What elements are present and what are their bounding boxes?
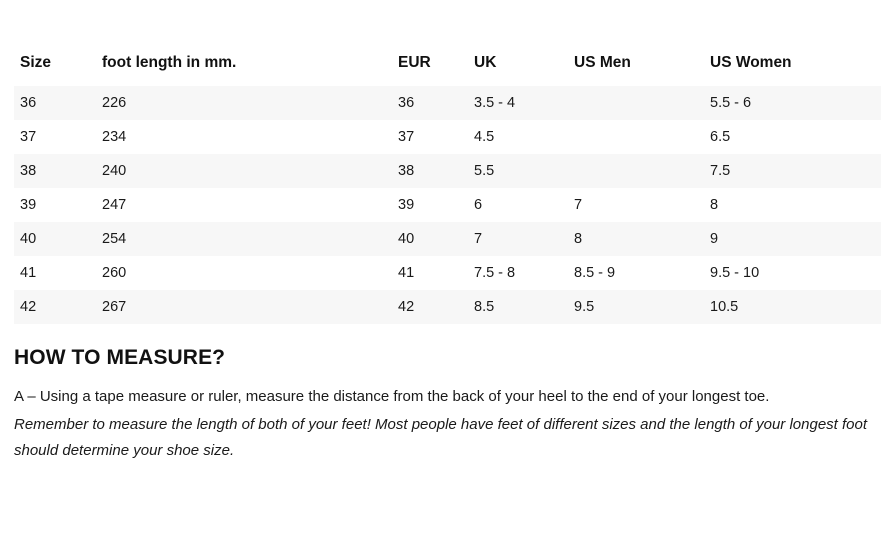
cell-eur: 40 (398, 231, 415, 247)
cell-foot-length: 247 (102, 197, 127, 213)
how-to-measure-title: HOW TO MEASURE? (14, 346, 226, 369)
cell-us-men (574, 120, 710, 154)
table-row (14, 256, 881, 290)
cell-size: 38 (20, 163, 37, 179)
cell-us-women: 9 (710, 231, 719, 247)
cell-uk: 6 (474, 197, 483, 213)
column-header-size: Size (20, 54, 52, 71)
cell-size: 41 (20, 265, 37, 281)
table-header-row (14, 48, 881, 86)
cell-foot-length: 234 (102, 129, 127, 145)
column-header-us-women: US Women (710, 54, 792, 71)
cell-foot-length: 260 (102, 265, 127, 281)
table-row (14, 154, 881, 188)
cell-us-women: 10.5 (710, 299, 739, 315)
cell-foot-length: 226 (102, 95, 127, 111)
cell-uk: 4.5 (474, 129, 495, 145)
cell-us-women: 5.5 - 6 (710, 95, 752, 111)
cell-us-men: 8 (574, 231, 583, 247)
cell-size: 39 (20, 197, 37, 213)
cell-size: 40 (20, 231, 37, 247)
column-header-foot-length: foot length in mm. (102, 54, 237, 71)
table-body (14, 86, 881, 324)
cell-eur: 41 (398, 265, 415, 281)
cell-us-men: 7 (574, 197, 583, 213)
cell-us-men (574, 86, 710, 120)
table-row (14, 120, 881, 154)
cell-uk: 3.5 - 4 (474, 95, 516, 111)
cell-uk: 8.5 (474, 299, 495, 315)
cell-us-women: 9.5 - 10 (710, 265, 760, 281)
table-row (14, 86, 881, 120)
cell-size: 42 (20, 299, 37, 315)
table-row (14, 222, 881, 256)
table-row (14, 188, 881, 222)
cell-eur: 36 (398, 95, 415, 111)
cell-uk: 7 (474, 231, 483, 247)
column-header-eur: EUR (398, 54, 431, 71)
cell-eur: 38 (398, 163, 415, 179)
cell-uk: 7.5 - 8 (474, 265, 516, 281)
cell-size: 36 (20, 95, 37, 111)
table-header (14, 48, 881, 86)
measure-note: Remember to measure the length of both of your feet! Most people have feet of different sizes and the length of your longest foot should determine your shoe size. (14, 416, 868, 459)
cell-us-women: 6.5 (710, 129, 731, 145)
cell-eur: 42 (398, 299, 415, 315)
size-guide-page (0, 48, 889, 542)
cell-eur: 37 (398, 129, 415, 145)
cell-size: 37 (20, 129, 37, 145)
cell-uk: 5.5 (474, 163, 495, 179)
cell-us-women: 8 (710, 197, 719, 213)
cell-us-men: 8.5 - 9 (574, 265, 616, 281)
size-chart-table (14, 48, 881, 324)
cell-us-women: 7.5 (710, 163, 731, 179)
table-row (14, 290, 881, 324)
cell-foot-length: 240 (102, 163, 127, 179)
cell-us-men: 9.5 (574, 299, 595, 315)
measure-instruction: A – Using a tape measure or ruler, measure the distance from the back of your heel to the end of your longest toe. (14, 388, 770, 405)
column-header-uk: UK (474, 54, 497, 71)
cell-eur: 39 (398, 197, 415, 213)
cell-foot-length: 254 (102, 231, 127, 247)
cell-foot-length: 267 (102, 299, 127, 315)
column-header-us-men: US Men (574, 54, 631, 71)
cell-us-men (574, 154, 710, 188)
